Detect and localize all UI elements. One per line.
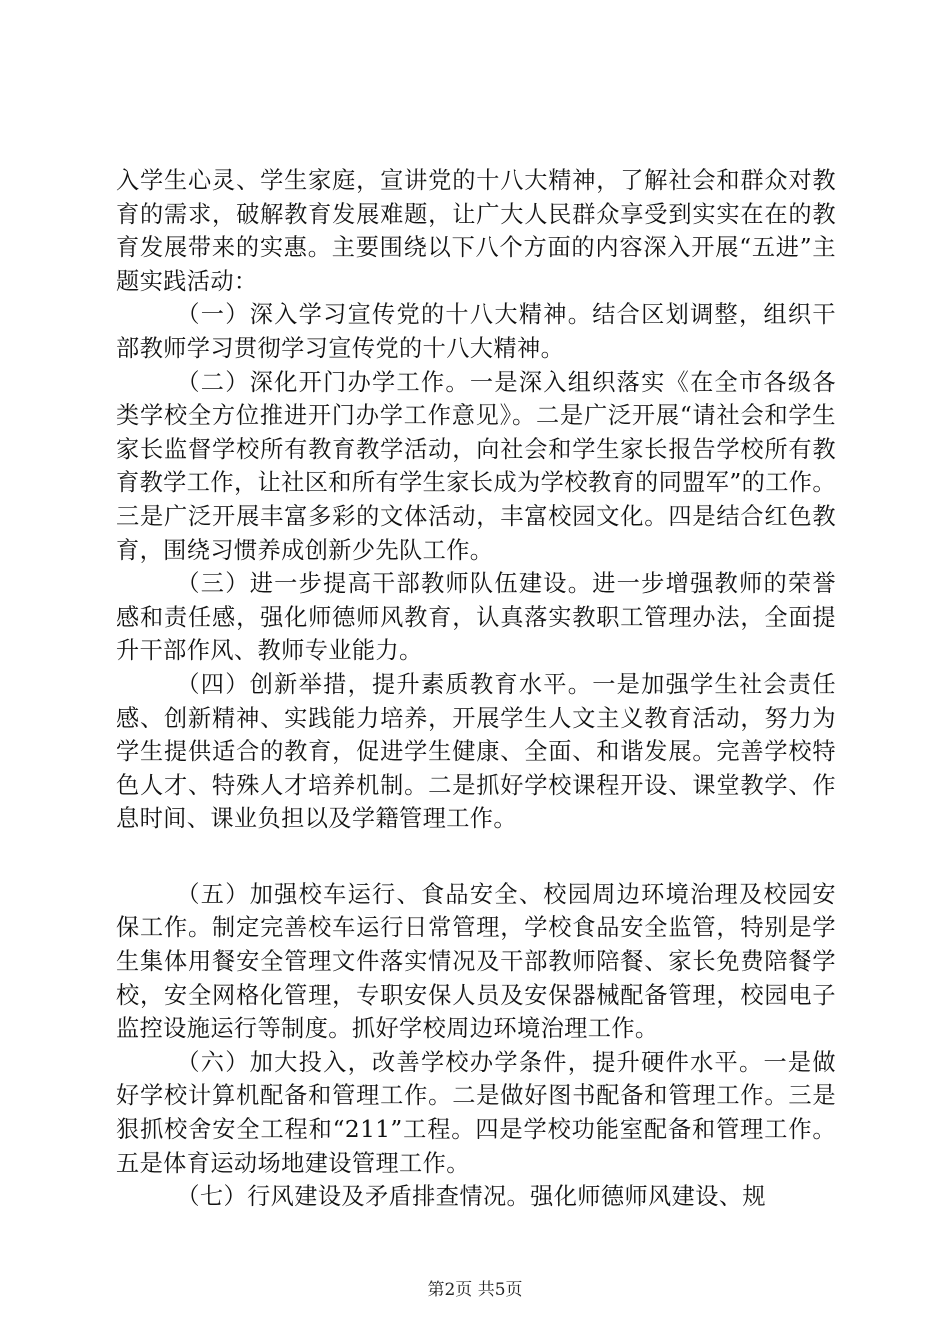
paragraph-item-7: （七）行风建设及矛盾排查情况。强化师德师风建设、规 — [176, 1183, 766, 1211]
paragraph-item-4: （四）创新举措，提升素质教育水平。一是加强学生社会责任感、创新精神、实践能力培养，开展学生人文主义教育活动，努力为学生提供适合的教育，促进学生健康、全面、和谐发展。完善学校特色人才、特殊人才培养机制。二是抓好学校课程开设、课堂教学、作息时间、课业负担以及学籍管理工作。 — [116, 670, 836, 833]
paragraph-item-3: （三）进一步提高干部教师队伍建设。进一步增强教师的荣誉感和责任感，强化师德师风教育，认真落实教职工管理办法，全面提升干部作风、教师专业能力。 — [116, 570, 836, 665]
paragraph-item-2: （二）深化开门办学工作。一是深入组织落实《在全市各级各类学校全方位推进开门办学工作意见》。二是广泛开展“请社会和学生家长监督学校所有教育教学活动，向社会和学生家长报告学校所有教育教学工作，让社区和所有学生家长成为学校教育的同盟军”的工作。三是广泛开展丰富多彩的文体活动，丰富校园文化。四是结合红色教育，围绕习惯养成创新少先队工作。 — [116, 368, 836, 564]
paragraph-item-6: （六）加大投入，改善学校办学条件，提升硬件水平。一是做好学校计算机配备和管理工作。二是做好图书配备和管理工作。三是狠抓校舍安全工程和“211”工程。四是学校功能室配备和管理工作。五是体育运动场地建设管理工作。 — [116, 1048, 836, 1177]
page-number-footer: 第2页 共5页 — [427, 1280, 523, 1300]
paragraph-item-5: （五）加强校车运行、食品安全、校园周边环境治理及校园安保工作。制定完善校车运行日常管理，学校食品安全监管，特别是学生集体用餐安全管理文件落实情况及干部教师陪餐、家长免费陪餐学校，安全网格化管理，专职安保人员及安保器械配备管理，校园电子监控设施运行等制度。抓好学校周边环境治理工作。 — [116, 880, 836, 1043]
paragraph-item-1: （一）深入学习宣传党的十八大精神。结合区划调整，组织干部教师学习贯彻学习宣传党的十八大精神。 — [116, 301, 836, 362]
paragraph-intro: 入学生心灵、学生家庭，宣讲党的十八大精神，了解社会和群众对教育的需求，破解教育发展难题，让广大人民群众享受到实实在在的教育发展带来的实惠。主要围绕以下八个方面的内容深入开展“五进”主题实践活动： — [116, 167, 836, 295]
document-body — [116, 164, 836, 1214]
